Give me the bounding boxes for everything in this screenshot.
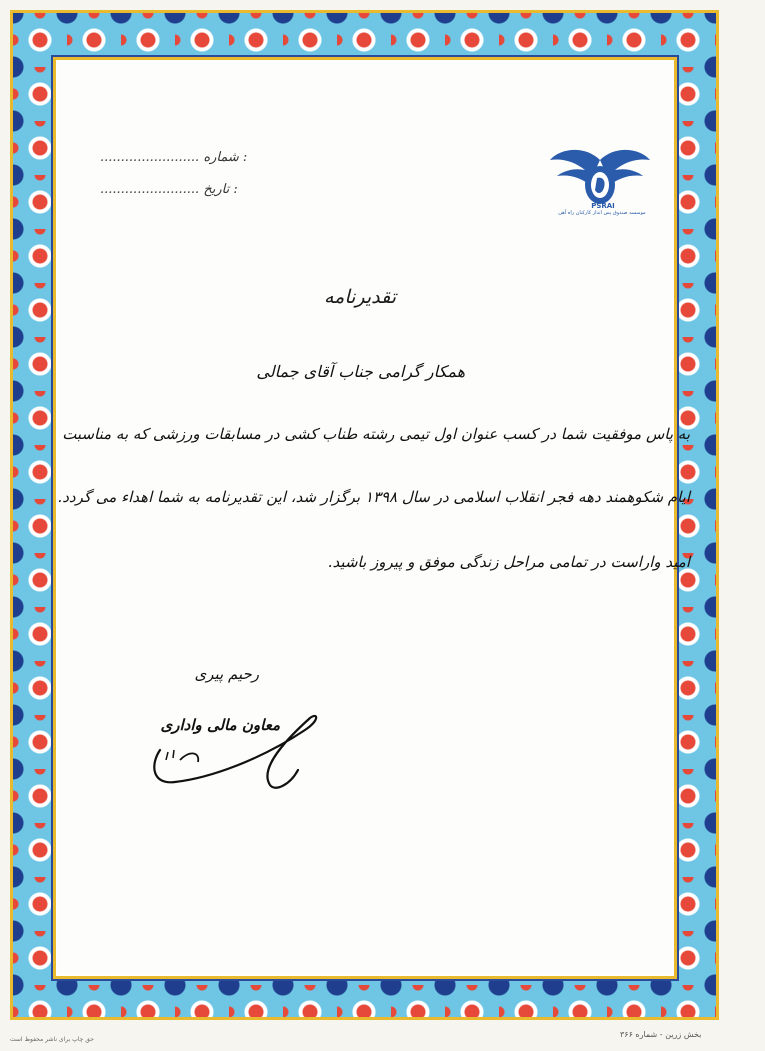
number-field <box>100 150 247 165</box>
publication-footer: بخش زرین - شماره ۳۶۶ <box>620 1030 702 1039</box>
copyright-footer: حق چاپ برای ناشر محفوظ است <box>10 1036 94 1043</box>
body-line-2: ایام شکوهمند دهه فجر انقلاب اسلامی در سال ۱۳۹۸ برگزار شد، این تقدیرنامه به شما اهداء می گردد. <box>57 488 690 506</box>
organization-logo-icon <box>545 140 655 230</box>
logo-abbreviation: PSRAI <box>591 202 615 210</box>
number-value: ........................ <box>100 150 200 165</box>
signer-name: رحیم پیری <box>194 665 259 683</box>
salutation: همکار گرامی جناب آقای جمالی <box>256 362 465 381</box>
logo-caption: موسسه صندوق پس انداز کارکنان راه آهن <box>558 210 646 216</box>
date-field <box>100 182 238 197</box>
date-label: : تاریخ <box>203 182 238 197</box>
letter-title: تقدیرنامه <box>323 286 397 308</box>
body-line-1: به پاس موفقیت شما در کسب عنوان اول تیمی رشته طناب کشی در مسابقات ورزشی که به مناسبت <box>62 425 690 443</box>
body-line-3: امید واراست در تمامی مراحل زندگی موفق و پیروز باشید. <box>327 553 690 571</box>
number-label: : شماره <box>203 150 248 165</box>
signer-title: معاون مالی واداری <box>160 716 280 734</box>
date-value: ........................ <box>100 182 200 197</box>
handwritten-signature <box>140 690 340 800</box>
